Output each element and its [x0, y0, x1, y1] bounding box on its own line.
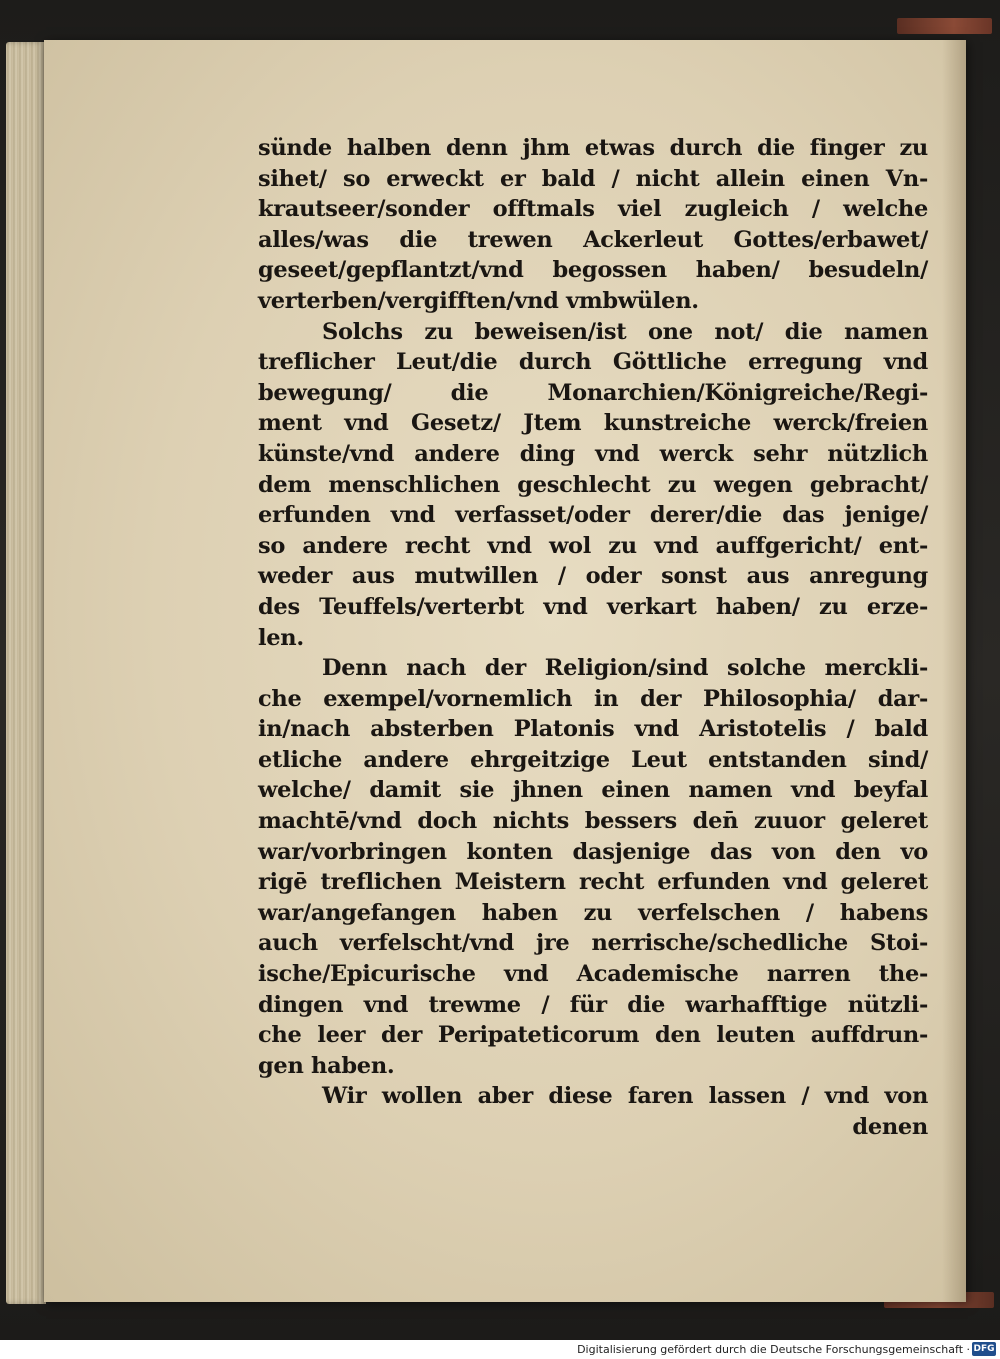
text-line: war/angefangen haben zu verfelschen / habens: [258, 899, 928, 926]
book-cover-edge-top: [897, 18, 992, 34]
text-line: weder aus mutwillen / oder sonst aus anregung: [258, 563, 928, 590]
text-line: welche/ damit sie jhnen einen namen vnd beyfal: [258, 777, 928, 804]
text-line: len.: [258, 624, 304, 651]
text-line: Wir wollen aber diese faren lassen / vnd von: [322, 1083, 928, 1110]
text-line: geseet/gepflantzt/vnd begossen haben/ besudeln/: [258, 257, 928, 284]
text-line: machtē/vnd doch nichts bessers den̄ zuuor geleret: [258, 808, 928, 835]
page-gutter-shadow: [942, 40, 966, 1302]
text-line: ment vnd Gesetz/ Jtem kunstreiche werck/freien: [258, 410, 928, 437]
text-line: che exempel/vornemlich in der Philosophia/ dar-: [258, 685, 928, 712]
text-line: krautseer/sonder offtmals viel zugleich / welche: [258, 196, 928, 223]
text-line: künste/vnd andere ding vnd werck sehr nützlich: [258, 440, 928, 467]
text-line: Solchs zu beweisen/ist one not/ die namen: [322, 318, 928, 345]
text-line: des Teuffels/verterbt vnd verkart haben/ zu erze-: [258, 593, 928, 620]
text-line: etliche andere ehrgeitzige Leut entstanden sind/: [258, 746, 928, 773]
text-line: verterben/vergifften/vnd vmbwülen.: [258, 287, 699, 314]
page-stack-edge: [6, 42, 46, 1304]
text-line: in/nach absterben Platonis vnd Aristotelis / bald: [258, 716, 928, 743]
text-line: sünde halben denn jhm etwas durch die finger zu: [258, 135, 928, 161]
text-line: sihet/ so erweckt er bald / nicht allein einen Vn-: [258, 165, 928, 192]
text-line: ische/Epicurische vnd Academische narren the-: [258, 961, 928, 988]
text-line: so andere recht vnd wol zu vnd auffgericht/ ent-: [258, 532, 928, 559]
text-line: alles/was die trewen Ackerleut Gottes/erbawet/: [258, 226, 928, 253]
text-line: erfunden vnd verfasset/oder derer/die das jenige/: [258, 502, 928, 529]
text-line: gen haben.: [258, 1052, 395, 1079]
dfg-logo: DFG: [973, 1344, 995, 1354]
text-line: bewegung/ die Monarchien/Königreiche/Regi-: [258, 379, 928, 406]
text-line: che leer der Peripateticorum den leuten auffdrun-: [258, 1022, 928, 1049]
text-line: treflicher Leut/die durch Göttliche erregung vnd: [258, 349, 928, 376]
text-line: rigē treflichen Meistern recht erfunden vnd geleret: [258, 869, 928, 896]
text-line: war/vorbringen konten dasjenige das von den vo: [258, 838, 928, 865]
text-line: Denn nach der Religion/sind solche merckli-: [322, 655, 928, 682]
text-line: dem menschlichen geschlecht zu wegen gebracht/: [258, 471, 928, 498]
page-text-block: [258, 133, 928, 1143]
funding-note: Digitalisierung gefördert durch die Deutsche Forschungsgemeinschaft ·: [577, 1343, 970, 1356]
text-line: dingen vnd trewme / für die warhafftige nützli-: [258, 991, 928, 1018]
text-line: auch verfelscht/vnd jre nerrische/schedliche Stoi-: [258, 930, 928, 957]
catchword: denen: [852, 1114, 928, 1140]
